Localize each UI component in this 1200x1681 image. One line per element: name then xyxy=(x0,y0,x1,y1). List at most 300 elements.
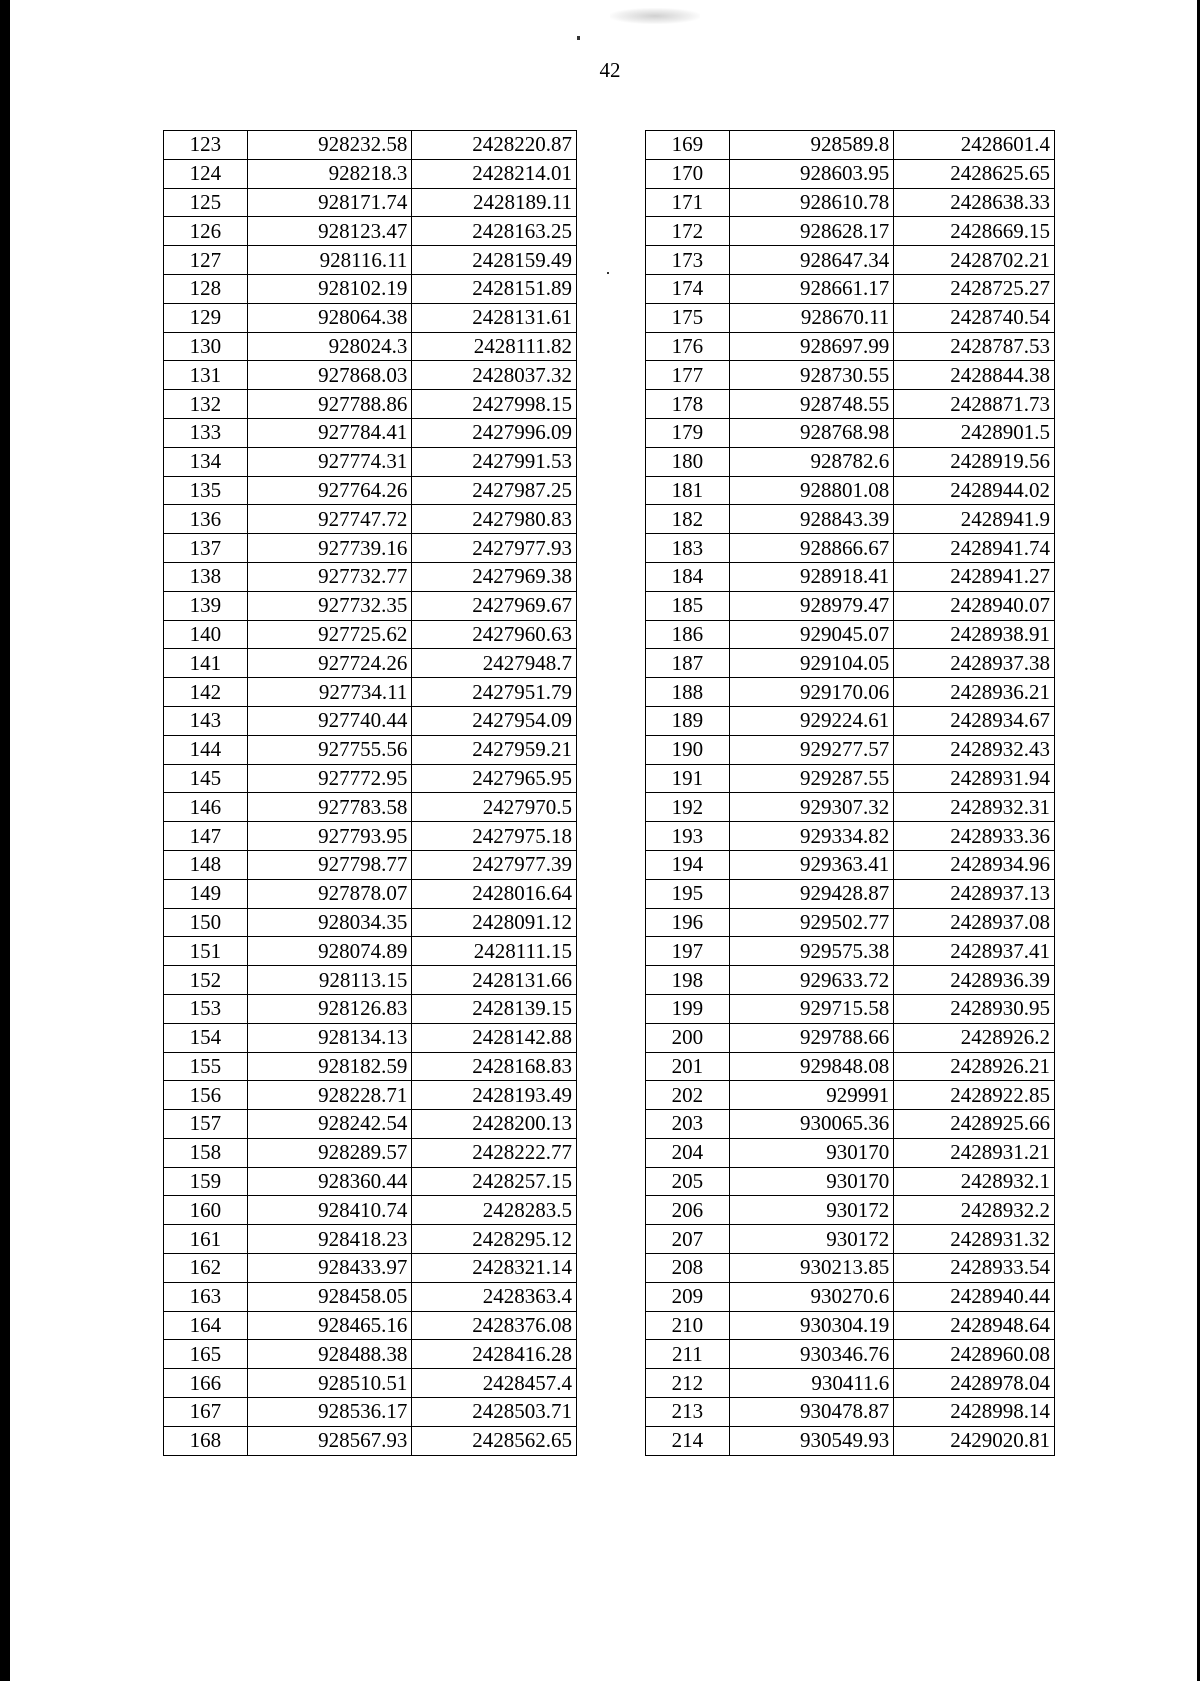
table-row xyxy=(646,303,1055,332)
x-coordinate-cell: 928433.97 xyxy=(247,1254,412,1283)
y-coordinate-cell: 2428200.13 xyxy=(412,1110,577,1139)
y-coordinate-cell: 2428937.41 xyxy=(894,937,1055,966)
table-row xyxy=(164,908,577,937)
x-coordinate-cell: 929428.87 xyxy=(729,879,894,908)
y-coordinate-cell: 2428948.64 xyxy=(894,1311,1055,1340)
x-coordinate-cell: 928768.98 xyxy=(729,418,894,447)
point-number-cell: 214 xyxy=(646,1426,730,1455)
x-coordinate-cell: 928610.78 xyxy=(729,188,894,217)
table-row xyxy=(646,1167,1055,1196)
x-coordinate-cell: 930270.6 xyxy=(729,1282,894,1311)
x-coordinate-cell: 927793.95 xyxy=(247,822,412,851)
point-number-cell: 147 xyxy=(164,822,248,851)
y-coordinate-cell: 2427977.93 xyxy=(412,534,577,563)
x-coordinate-cell: 929991 xyxy=(729,1081,894,1110)
y-coordinate-cell: 2428941.74 xyxy=(894,534,1055,563)
x-coordinate-cell: 928567.93 xyxy=(247,1426,412,1455)
table-row xyxy=(164,822,577,851)
point-number-cell: 143 xyxy=(164,706,248,735)
table-row xyxy=(164,418,577,447)
x-coordinate-cell: 927783.58 xyxy=(247,793,412,822)
y-coordinate-cell: 2428220.87 xyxy=(412,131,577,160)
table-row xyxy=(164,1225,577,1254)
x-coordinate-cell: 929575.38 xyxy=(729,937,894,966)
y-coordinate-cell: 2428931.32 xyxy=(894,1225,1055,1254)
y-coordinate-cell: 2428702.21 xyxy=(894,246,1055,275)
y-coordinate-cell: 2427951.79 xyxy=(412,678,577,707)
y-coordinate-cell: 2428139.15 xyxy=(412,994,577,1023)
y-coordinate-cell: 2427991.53 xyxy=(412,447,577,476)
table-row xyxy=(646,793,1055,822)
table-row xyxy=(164,562,577,591)
x-coordinate-cell: 928360.44 xyxy=(247,1167,412,1196)
point-number-cell: 125 xyxy=(164,188,248,217)
point-number-cell: 187 xyxy=(646,649,730,678)
y-coordinate-cell: 2428257.15 xyxy=(412,1167,577,1196)
x-coordinate-cell: 927725.62 xyxy=(247,620,412,649)
point-number-cell: 126 xyxy=(164,217,248,246)
point-number-cell: 182 xyxy=(646,505,730,534)
x-coordinate-cell: 930172 xyxy=(729,1225,894,1254)
table-row xyxy=(164,1138,577,1167)
table-row xyxy=(164,994,577,1023)
point-number-cell: 161 xyxy=(164,1225,248,1254)
scan-dot xyxy=(607,272,609,274)
point-number-cell: 193 xyxy=(646,822,730,851)
y-coordinate-cell: 2428937.13 xyxy=(894,879,1055,908)
x-coordinate-cell: 928102.19 xyxy=(247,274,412,303)
y-coordinate-cell: 2428936.39 xyxy=(894,966,1055,995)
table-row xyxy=(164,620,577,649)
y-coordinate-cell: 2427970.5 xyxy=(412,793,577,822)
x-coordinate-cell: 928748.55 xyxy=(729,390,894,419)
point-number-cell: 198 xyxy=(646,966,730,995)
x-coordinate-cell: 927739.16 xyxy=(247,534,412,563)
y-coordinate-cell: 2428925.66 xyxy=(894,1110,1055,1139)
y-coordinate-cell: 2428363.4 xyxy=(412,1282,577,1311)
y-coordinate-cell: 2428111.82 xyxy=(412,332,577,361)
x-coordinate-cell: 928843.39 xyxy=(729,505,894,534)
y-coordinate-cell: 2428937.38 xyxy=(894,649,1055,678)
point-number-cell: 211 xyxy=(646,1340,730,1369)
table-row xyxy=(164,332,577,361)
point-number-cell: 165 xyxy=(164,1340,248,1369)
x-coordinate-cell: 929287.55 xyxy=(729,764,894,793)
y-coordinate-cell: 2427960.63 xyxy=(412,620,577,649)
point-number-cell: 131 xyxy=(164,361,248,390)
y-coordinate-cell: 2428131.61 xyxy=(412,303,577,332)
point-number-cell: 139 xyxy=(164,591,248,620)
y-coordinate-cell: 2428214.01 xyxy=(412,159,577,188)
point-number-cell: 185 xyxy=(646,591,730,620)
point-number-cell: 137 xyxy=(164,534,248,563)
table-row xyxy=(164,361,577,390)
point-number-cell: 173 xyxy=(646,246,730,275)
point-number-cell: 197 xyxy=(646,937,730,966)
x-coordinate-cell: 928536.17 xyxy=(247,1398,412,1427)
y-coordinate-cell: 2428934.67 xyxy=(894,706,1055,735)
point-number-cell: 134 xyxy=(164,447,248,476)
point-number-cell: 172 xyxy=(646,217,730,246)
y-coordinate-cell: 2428222.77 xyxy=(412,1138,577,1167)
x-coordinate-cell: 928661.17 xyxy=(729,274,894,303)
point-number-cell: 153 xyxy=(164,994,248,1023)
coordinates-table-left xyxy=(163,130,577,1456)
y-coordinate-cell: 2428131.66 xyxy=(412,966,577,995)
point-number-cell: 177 xyxy=(646,361,730,390)
x-coordinate-cell: 930170 xyxy=(729,1167,894,1196)
point-number-cell: 130 xyxy=(164,332,248,361)
table-row xyxy=(164,246,577,275)
x-coordinate-cell: 929848.08 xyxy=(729,1052,894,1081)
y-coordinate-cell: 2428937.08 xyxy=(894,908,1055,937)
y-coordinate-cell: 2428932.31 xyxy=(894,793,1055,822)
y-coordinate-cell: 2428944.02 xyxy=(894,476,1055,505)
y-coordinate-cell: 2427965.95 xyxy=(412,764,577,793)
y-coordinate-cell: 2428625.65 xyxy=(894,159,1055,188)
x-coordinate-cell: 929334.82 xyxy=(729,822,894,851)
point-number-cell: 184 xyxy=(646,562,730,591)
x-coordinate-cell: 930346.76 xyxy=(729,1340,894,1369)
point-number-cell: 156 xyxy=(164,1081,248,1110)
y-coordinate-cell: 2428562.65 xyxy=(412,1426,577,1455)
y-coordinate-cell: 2427975.18 xyxy=(412,822,577,851)
table-row xyxy=(646,1426,1055,1455)
x-coordinate-cell: 927755.56 xyxy=(247,735,412,764)
point-number-cell: 212 xyxy=(646,1369,730,1398)
table-row xyxy=(646,246,1055,275)
y-coordinate-cell: 2428901.5 xyxy=(894,418,1055,447)
scan-speck xyxy=(577,36,580,40)
point-number-cell: 123 xyxy=(164,131,248,160)
y-coordinate-cell: 2428936.21 xyxy=(894,678,1055,707)
y-coordinate-cell: 2428503.71 xyxy=(412,1398,577,1427)
y-coordinate-cell: 2428142.88 xyxy=(412,1023,577,1052)
y-coordinate-cell: 2427959.21 xyxy=(412,735,577,764)
y-coordinate-cell: 2428934.96 xyxy=(894,850,1055,879)
table-row xyxy=(164,879,577,908)
table-row xyxy=(646,764,1055,793)
x-coordinate-cell: 929633.72 xyxy=(729,966,894,995)
scan-left-edge xyxy=(0,0,10,1681)
x-coordinate-cell: 929277.57 xyxy=(729,735,894,764)
point-number-cell: 141 xyxy=(164,649,248,678)
x-coordinate-cell: 929788.66 xyxy=(729,1023,894,1052)
table-row xyxy=(646,274,1055,303)
y-coordinate-cell: 2428163.25 xyxy=(412,217,577,246)
y-coordinate-cell: 2428376.08 xyxy=(412,1311,577,1340)
y-coordinate-cell: 2428978.04 xyxy=(894,1369,1055,1398)
x-coordinate-cell: 928034.35 xyxy=(247,908,412,937)
x-coordinate-cell: 928628.17 xyxy=(729,217,894,246)
table-row xyxy=(646,332,1055,361)
x-coordinate-cell: 928218.3 xyxy=(247,159,412,188)
table-row xyxy=(164,1311,577,1340)
table-row xyxy=(164,274,577,303)
point-number-cell: 127 xyxy=(164,246,248,275)
y-coordinate-cell: 2428871.73 xyxy=(894,390,1055,419)
x-coordinate-cell: 928024.3 xyxy=(247,332,412,361)
coordinates-table-right-body xyxy=(646,131,1055,1456)
y-coordinate-cell: 2428926.2 xyxy=(894,1023,1055,1052)
table-row xyxy=(164,793,577,822)
x-coordinate-cell: 930170 xyxy=(729,1138,894,1167)
point-number-cell: 180 xyxy=(646,447,730,476)
table-row xyxy=(164,850,577,879)
point-number-cell: 171 xyxy=(646,188,730,217)
x-coordinate-cell: 928670.11 xyxy=(729,303,894,332)
table-row xyxy=(164,476,577,505)
x-coordinate-cell: 930549.93 xyxy=(729,1426,894,1455)
point-number-cell: 190 xyxy=(646,735,730,764)
table-row xyxy=(646,735,1055,764)
point-number-cell: 158 xyxy=(164,1138,248,1167)
table-row xyxy=(164,1282,577,1311)
point-number-cell: 135 xyxy=(164,476,248,505)
point-number-cell: 194 xyxy=(646,850,730,879)
y-coordinate-cell: 2428998.14 xyxy=(894,1398,1055,1427)
x-coordinate-cell: 928171.74 xyxy=(247,188,412,217)
x-coordinate-cell: 927732.77 xyxy=(247,562,412,591)
point-number-cell: 203 xyxy=(646,1110,730,1139)
x-coordinate-cell: 928782.6 xyxy=(729,447,894,476)
y-coordinate-cell: 2428601.4 xyxy=(894,131,1055,160)
x-coordinate-cell: 928866.67 xyxy=(729,534,894,563)
point-number-cell: 186 xyxy=(646,620,730,649)
coordinates-table-left-body xyxy=(164,131,577,1456)
x-coordinate-cell: 928918.41 xyxy=(729,562,894,591)
y-coordinate-cell: 2428919.56 xyxy=(894,447,1055,476)
y-coordinate-cell: 2428016.64 xyxy=(412,879,577,908)
table-row xyxy=(646,390,1055,419)
point-number-cell: 163 xyxy=(164,1282,248,1311)
x-coordinate-cell: 927734.11 xyxy=(247,678,412,707)
x-coordinate-cell: 927724.26 xyxy=(247,649,412,678)
y-coordinate-cell: 2428933.36 xyxy=(894,822,1055,851)
point-number-cell: 132 xyxy=(164,390,248,419)
y-coordinate-cell: 2428938.91 xyxy=(894,620,1055,649)
x-coordinate-cell: 929104.05 xyxy=(729,649,894,678)
point-number-cell: 146 xyxy=(164,793,248,822)
point-number-cell: 196 xyxy=(646,908,730,937)
point-number-cell: 160 xyxy=(164,1196,248,1225)
y-coordinate-cell: 2428740.54 xyxy=(894,303,1055,332)
point-number-cell: 164 xyxy=(164,1311,248,1340)
table-row xyxy=(164,1110,577,1139)
x-coordinate-cell: 929170.06 xyxy=(729,678,894,707)
x-coordinate-cell: 927788.86 xyxy=(247,390,412,419)
point-number-cell: 179 xyxy=(646,418,730,447)
x-coordinate-cell: 928123.47 xyxy=(247,217,412,246)
x-coordinate-cell: 927798.77 xyxy=(247,850,412,879)
table-row xyxy=(646,591,1055,620)
table-row xyxy=(164,937,577,966)
y-coordinate-cell: 2428941.9 xyxy=(894,505,1055,534)
y-coordinate-cell: 2428930.95 xyxy=(894,994,1055,1023)
y-coordinate-cell: 2427954.09 xyxy=(412,706,577,735)
x-coordinate-cell: 928289.57 xyxy=(247,1138,412,1167)
x-coordinate-cell: 930478.87 xyxy=(729,1398,894,1427)
y-coordinate-cell: 2428926.21 xyxy=(894,1052,1055,1081)
point-number-cell: 140 xyxy=(164,620,248,649)
point-number-cell: 154 xyxy=(164,1023,248,1052)
page-number: 42 xyxy=(599,58,621,82)
table-row xyxy=(164,131,577,160)
x-coordinate-cell: 927740.44 xyxy=(247,706,412,735)
table-row xyxy=(164,1023,577,1052)
point-number-cell: 200 xyxy=(646,1023,730,1052)
table-row xyxy=(646,1369,1055,1398)
y-coordinate-cell: 2428669.15 xyxy=(894,217,1055,246)
table-row xyxy=(164,303,577,332)
table-row xyxy=(646,476,1055,505)
x-coordinate-cell: 927774.31 xyxy=(247,447,412,476)
table-row xyxy=(164,217,577,246)
y-coordinate-cell: 2428283.5 xyxy=(412,1196,577,1225)
table-row xyxy=(646,217,1055,246)
point-number-cell: 201 xyxy=(646,1052,730,1081)
table-row xyxy=(646,1254,1055,1283)
x-coordinate-cell: 928488.38 xyxy=(247,1340,412,1369)
table-row xyxy=(164,505,577,534)
table-row xyxy=(646,678,1055,707)
point-number-cell: 181 xyxy=(646,476,730,505)
x-coordinate-cell: 930213.85 xyxy=(729,1254,894,1283)
y-coordinate-cell: 2427977.39 xyxy=(412,850,577,879)
table-row xyxy=(646,908,1055,937)
point-number-cell: 145 xyxy=(164,764,248,793)
x-coordinate-cell: 927868.03 xyxy=(247,361,412,390)
scan-smudge xyxy=(610,8,700,24)
y-coordinate-cell: 2428844.38 xyxy=(894,361,1055,390)
point-number-cell: 183 xyxy=(646,534,730,563)
coordinates-table-right xyxy=(645,130,1055,1456)
point-number-cell: 155 xyxy=(164,1052,248,1081)
x-coordinate-cell: 929307.32 xyxy=(729,793,894,822)
table-row xyxy=(646,966,1055,995)
x-coordinate-cell: 927878.07 xyxy=(247,879,412,908)
x-coordinate-cell: 928801.08 xyxy=(729,476,894,505)
point-number-cell: 168 xyxy=(164,1426,248,1455)
table-row xyxy=(646,937,1055,966)
table-row xyxy=(646,361,1055,390)
y-coordinate-cell: 2427987.25 xyxy=(412,476,577,505)
point-number-cell: 189 xyxy=(646,706,730,735)
x-coordinate-cell: 928228.71 xyxy=(247,1081,412,1110)
x-coordinate-cell: 928730.55 xyxy=(729,361,894,390)
y-coordinate-cell: 2428416.28 xyxy=(412,1340,577,1369)
y-coordinate-cell: 2428151.89 xyxy=(412,274,577,303)
point-number-cell: 162 xyxy=(164,1254,248,1283)
point-number-cell: 129 xyxy=(164,303,248,332)
table-row xyxy=(164,1081,577,1110)
y-coordinate-cell: 2428295.12 xyxy=(412,1225,577,1254)
y-coordinate-cell: 2427996.09 xyxy=(412,418,577,447)
table-row xyxy=(646,1138,1055,1167)
table-row xyxy=(646,1398,1055,1427)
table-row xyxy=(164,1369,577,1398)
point-number-cell: 205 xyxy=(646,1167,730,1196)
table-row xyxy=(164,706,577,735)
table-row xyxy=(646,850,1055,879)
table-row xyxy=(164,1426,577,1455)
table-row xyxy=(164,390,577,419)
table-row xyxy=(164,1196,577,1225)
x-coordinate-cell: 927772.95 xyxy=(247,764,412,793)
x-coordinate-cell: 928242.54 xyxy=(247,1110,412,1139)
table-row xyxy=(646,994,1055,1023)
table-row xyxy=(646,159,1055,188)
table-row xyxy=(646,447,1055,476)
x-coordinate-cell: 927732.35 xyxy=(247,591,412,620)
table-row xyxy=(164,678,577,707)
y-coordinate-cell: 2427998.15 xyxy=(412,390,577,419)
y-coordinate-cell: 2428189.11 xyxy=(412,188,577,217)
x-coordinate-cell: 928465.16 xyxy=(247,1311,412,1340)
point-number-cell: 157 xyxy=(164,1110,248,1139)
y-coordinate-cell: 2428111.15 xyxy=(412,937,577,966)
x-coordinate-cell: 927764.26 xyxy=(247,476,412,505)
point-number-cell: 191 xyxy=(646,764,730,793)
point-number-cell: 170 xyxy=(646,159,730,188)
y-coordinate-cell: 2428941.27 xyxy=(894,562,1055,591)
table-row xyxy=(646,1081,1055,1110)
x-coordinate-cell: 928418.23 xyxy=(247,1225,412,1254)
point-number-cell: 166 xyxy=(164,1369,248,1398)
y-coordinate-cell: 2428932.43 xyxy=(894,735,1055,764)
table-row xyxy=(646,1110,1055,1139)
y-coordinate-cell: 2427969.38 xyxy=(412,562,577,591)
y-coordinate-cell: 2427980.83 xyxy=(412,505,577,534)
table-row xyxy=(646,706,1055,735)
x-coordinate-cell: 929502.77 xyxy=(729,908,894,937)
x-coordinate-cell: 928979.47 xyxy=(729,591,894,620)
point-number-cell: 148 xyxy=(164,850,248,879)
point-number-cell: 204 xyxy=(646,1138,730,1167)
x-coordinate-cell: 929363.41 xyxy=(729,850,894,879)
table-row xyxy=(646,505,1055,534)
table-row xyxy=(646,879,1055,908)
x-coordinate-cell: 928064.38 xyxy=(247,303,412,332)
table-row xyxy=(164,966,577,995)
x-coordinate-cell: 929715.58 xyxy=(729,994,894,1023)
x-coordinate-cell: 928134.13 xyxy=(247,1023,412,1052)
y-coordinate-cell: 2428638.33 xyxy=(894,188,1055,217)
table-row xyxy=(646,1196,1055,1225)
table-row xyxy=(646,1023,1055,1052)
x-coordinate-cell: 929045.07 xyxy=(729,620,894,649)
point-number-cell: 133 xyxy=(164,418,248,447)
y-coordinate-cell: 2428931.94 xyxy=(894,764,1055,793)
table-row xyxy=(164,188,577,217)
point-number-cell: 149 xyxy=(164,879,248,908)
point-number-cell: 192 xyxy=(646,793,730,822)
table-row xyxy=(164,764,577,793)
table-row xyxy=(164,1340,577,1369)
point-number-cell: 209 xyxy=(646,1282,730,1311)
x-coordinate-cell: 928589.8 xyxy=(729,131,894,160)
point-number-cell: 175 xyxy=(646,303,730,332)
point-number-cell: 128 xyxy=(164,274,248,303)
point-number-cell: 178 xyxy=(646,390,730,419)
y-coordinate-cell: 2428940.44 xyxy=(894,1282,1055,1311)
point-number-cell: 206 xyxy=(646,1196,730,1225)
y-coordinate-cell: 2428960.08 xyxy=(894,1340,1055,1369)
table-row xyxy=(646,131,1055,160)
x-coordinate-cell: 928603.95 xyxy=(729,159,894,188)
point-number-cell: 202 xyxy=(646,1081,730,1110)
x-coordinate-cell: 928126.83 xyxy=(247,994,412,1023)
